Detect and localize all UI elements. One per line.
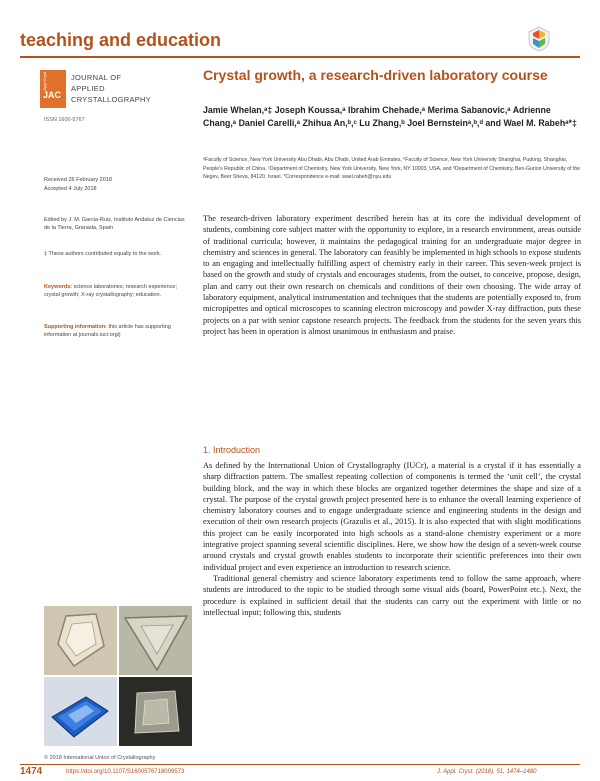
- page-number: 1474: [20, 766, 43, 777]
- edited-by: Edited by J. M. Garcia-Ruiz, Instituto Andaluz de Ciencias de la Tierra, Granada, Spain: [44, 217, 185, 232]
- doi-link[interactable]: https://doi.org/10.1107/S1600576718009573: [66, 769, 185, 775]
- crystal-photo-4: [119, 677, 192, 746]
- section-heading: 1. Introduction: [203, 445, 261, 455]
- keywords-text: science laboratories; research experience; crystal growth; X-ray crystallography; education.: [44, 284, 177, 299]
- journal-logo: [40, 70, 66, 108]
- author-footnote: ‡ These authors contributed equally to the work.: [44, 251, 162, 257]
- crossmark-icon[interactable]: [528, 26, 550, 52]
- intro-paragraph-2: Traditional general chemistry and science laboratory experiments tend to follow the same approach, where students are introduced to the topic to be studied through some visual aids (board, PowerPoint etc.). Next, the procedure is explained in sufficient detail that the students can carry out the experiment with little or no intellectual input; following this, students: [203, 573, 581, 617]
- crystal-photos: [44, 606, 192, 746]
- footer-rule: [20, 764, 580, 765]
- accepted-date: Accepted 4 July 2018: [44, 186, 97, 192]
- section-title: teaching and education: [20, 30, 222, 50]
- journal-name: [71, 72, 151, 105]
- intro-paragraph-1: As defined by the International Union of Crystallography (IUCr), a material is a crystal if it has essentially a sharp diffraction pattern. The smallest repeating collection of components is termed the ‘unit cell’, the crystal building block, and the way in which these blocks are organized together determines the shape and size of a crystal. The purpose of the crystal growth project presented here is to enhance the overall learning experience of chemistry laboratory courses and to engage undergraduate science and engineering students in the design and execution of their own research projects (Grazulis et al., 2015). It is also expected that with slight modifications this project can be easily incorporated into high schools as a stand-alone chemistry experiment or a more integrative project spanning several scientific disciplines. Here, we show how the design of a seven-week course around crystals and crystal growth enables students to incorporate their scientific preferences into their own individual project and even experience an introduction to research science.: [203, 461, 581, 572]
- intro-text: [203, 460, 581, 618]
- journal-name-line: JOURNAL OF: [71, 73, 122, 82]
- supporting-label: Supporting information:: [44, 324, 107, 330]
- received-date: Received 26 February 2018: [44, 177, 112, 183]
- affiliations: ᵃFaculty of Science, New York University Abu Dhabi, Abu Dhabi, United Arab Emirates, ᵇFaculty of Science, New York University Shanghai, Pudong, Shanghai, People's Republic of China, ᶜDepartment of Chemistry, New York University, New York, NY 10003, USA, and ᵈDepartment of Chemistry, Ben-Gurion University of the Negev, Beer Sheva, 84120, Israel. *Correspondence e-mail: wael.rabeh@nyu.edu: [203, 157, 581, 180]
- header-rule: [20, 56, 580, 58]
- supporting-info: [44, 323, 192, 340]
- keywords: [44, 283, 192, 300]
- copyright: © 2018 International Union of Crystallography: [44, 755, 156, 761]
- crystal-photo-3: [44, 677, 117, 746]
- journal-name-line: CRYSTALLOGRAPHY: [71, 95, 152, 104]
- logo-small-text: Appl Cryst: [42, 72, 47, 91]
- issn: ISSN 1600-5767: [44, 117, 85, 123]
- supporting-link[interactable]: this article has supporting information at journals.iucr.org/j: [44, 324, 171, 339]
- citation: J. Appl. Cryst. (2018). 51, 1474–1480: [437, 769, 537, 775]
- crystal-photo-2: [119, 606, 192, 675]
- abstract: The research-driven laboratory experiment described herein has at its core the individual development of students, combining core subject matter with the opportunity to explore, in a research environment, areas outside of traditional curricula; however, it maintains the pedagogical training for an undergraduate major degree in chemistry and sciences in general. The laboratory can feasibly be implemented in high schools to expose students to an engaging and intellectually fulfilling aspect of chemistry early in their career. This seven-week project is based on the growth and study of crystals and encourages students, from the outset, to conceive, propose, design, plan and carry out their own research on chemicals and conditions of their own choosing. The wide array of laboratory equipment, analytical instrumentation and techniques that the students are potentially exposed to, from micropipettes and optical microscopes to scanning electron microscopy and powder X-ray diffraction, puts these projects on a par with senior capstone research projects. The feedback from the students for the seven years this project has been in operation is almost unanimous in enthusiasm and praise.: [203, 214, 581, 336]
- author-list: Jamie Whelan,ᵃ‡ Joseph Koussa,ᵃ Ibrahim Chehade,ᵃ Merima Sabanovic,ᵃ Adrienne Chang,ᵃ Daniel Carelli,ᵃ Zhihua An,ᵇ,ᶜ Lu Zhang,ᵇ Joel Bernsteinᵃ,ᵇ,ᵈ and Wael M. Rabehᵃ*‡: [203, 105, 577, 128]
- journal-name-line: APPLIED: [71, 84, 105, 93]
- keywords-label: Keywords:: [44, 284, 73, 290]
- logo-jac-text: JAC: [43, 90, 62, 100]
- crystal-photo-1: [44, 606, 117, 675]
- article-title: Crystal growth, a research-driven laboratory course: [203, 67, 548, 83]
